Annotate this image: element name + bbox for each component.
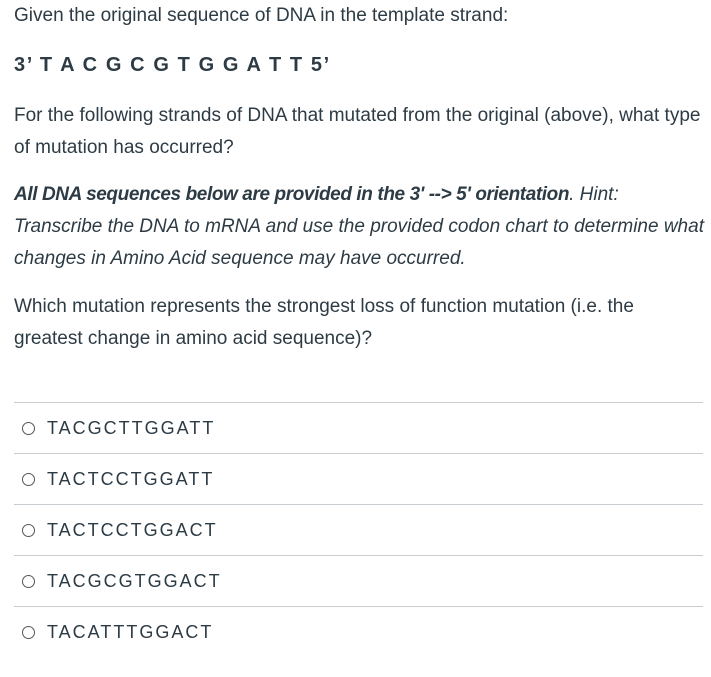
- answer-option[interactable]: [14, 453, 703, 504]
- answer-option[interactable]: [14, 504, 703, 555]
- question-hint: [14, 179, 704, 275]
- hint-text: . Hint: Transcribe the DNA to mRNA and use the provided codon chart to determine what changes in Amino Acid sequence may have occurred.: [14, 184, 704, 269]
- answer-label: TACGCTTGGATT: [47, 417, 216, 438]
- answer-option[interactable]: [14, 402, 703, 453]
- original-sequence: 3’ T A C G C G T G G A T T 5’: [14, 54, 331, 76]
- radio-button[interactable]: [22, 626, 35, 639]
- question-prompt: For the following strands of DNA that mutated from the original (above), what type of mutation has occurred?: [14, 105, 701, 158]
- answer-option[interactable]: [14, 555, 703, 606]
- answer-label: TACTCCTGGATT: [47, 468, 215, 489]
- answer-option[interactable]: [14, 606, 703, 657]
- radio-button[interactable]: [22, 524, 35, 537]
- answer-label: TACATTTGGACT: [47, 621, 214, 642]
- answer-label: TACTCCTGGACT: [47, 519, 218, 540]
- answer-label: TACGCGTGGACT: [47, 570, 222, 591]
- hint-orientation-note: All DNA sequences below are provided in the 3' --> 5' orientation: [14, 184, 570, 205]
- answer-list: [14, 402, 703, 657]
- question-ask: Which mutation represents the strongest loss of function mutation (i.e. the greatest change in amino acid sequence)?: [14, 296, 634, 349]
- question-intro: Given the original sequence of DNA in the template strand:: [14, 5, 509, 26]
- radio-button[interactable]: [22, 422, 35, 435]
- radio-button[interactable]: [22, 473, 35, 486]
- radio-button[interactable]: [22, 575, 35, 588]
